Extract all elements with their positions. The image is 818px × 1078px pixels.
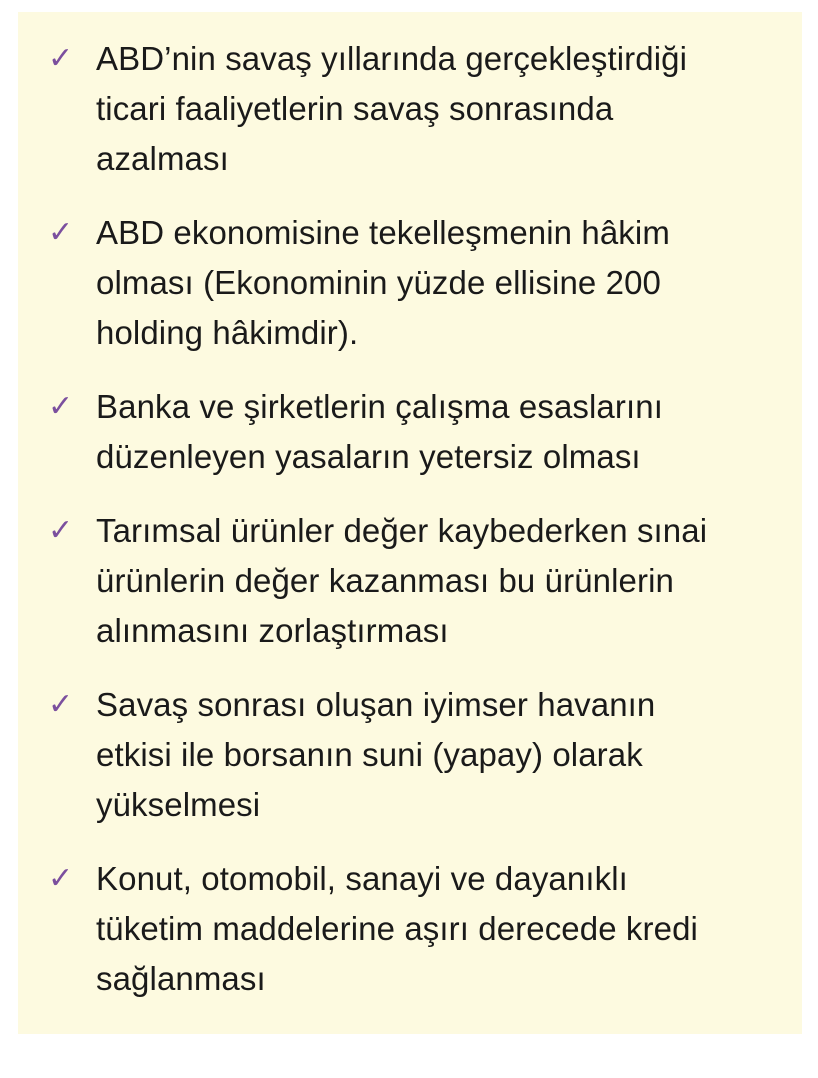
check-mark-icon: ✓ bbox=[48, 687, 74, 722]
list-item bbox=[36, 506, 772, 656]
check-mark-icon: ✓ bbox=[48, 389, 74, 424]
check-mark-icon: ✓ bbox=[48, 513, 74, 548]
list-item-line: tüketim maddelerine aşırı derecede kredi bbox=[96, 910, 698, 947]
list-item bbox=[36, 208, 772, 358]
check-mark-icon: ✓ bbox=[48, 215, 74, 250]
list-item-line: Savaş sonrası oluşan iyimser havanın bbox=[96, 686, 656, 723]
list-item-line: olması (Ekonominin yüzde ellisine 200 bbox=[96, 264, 661, 301]
list-item-line: etkisi ile borsanın suni (yapay) olarak bbox=[96, 736, 643, 773]
list-item-line: ABD’nin savaş yıllarında gerçekleştirdiği bbox=[96, 40, 688, 77]
list-item-line: düzenleyen yasaların yetersiz olması bbox=[96, 438, 641, 475]
list-item-line: yükselmesi bbox=[96, 786, 261, 823]
list-item-line: alınmasını zorlaştırması bbox=[96, 612, 449, 649]
list-item bbox=[36, 34, 772, 184]
list-item-line: azalması bbox=[96, 140, 229, 177]
list-item-line: ticari faaliyetlerin savaş sonrasında bbox=[96, 90, 614, 127]
list-item-line: Tarımsal ürünler değer kaybederken sınai bbox=[96, 512, 708, 549]
list-item-line: holding hâkimdir). bbox=[96, 314, 359, 351]
list-item bbox=[36, 680, 772, 830]
list-item bbox=[36, 854, 772, 1004]
check-mark-icon: ✓ bbox=[48, 41, 74, 76]
list-item bbox=[36, 382, 772, 482]
info-box bbox=[18, 12, 802, 1034]
list-item-line: Banka ve şirketlerin çalışma esaslarını bbox=[96, 388, 663, 425]
list-item-line: sağlanması bbox=[96, 960, 266, 997]
list-item-line: ABD ekonomisine tekelleşmenin hâkim bbox=[96, 214, 670, 251]
bullet-list bbox=[36, 34, 772, 1004]
list-item-line: ürünlerin değer kazanması bu ürünlerin bbox=[96, 562, 674, 599]
list-item-line: Konut, otomobil, sanayi ve dayanıklı bbox=[96, 860, 628, 897]
check-mark-icon: ✓ bbox=[48, 861, 74, 896]
